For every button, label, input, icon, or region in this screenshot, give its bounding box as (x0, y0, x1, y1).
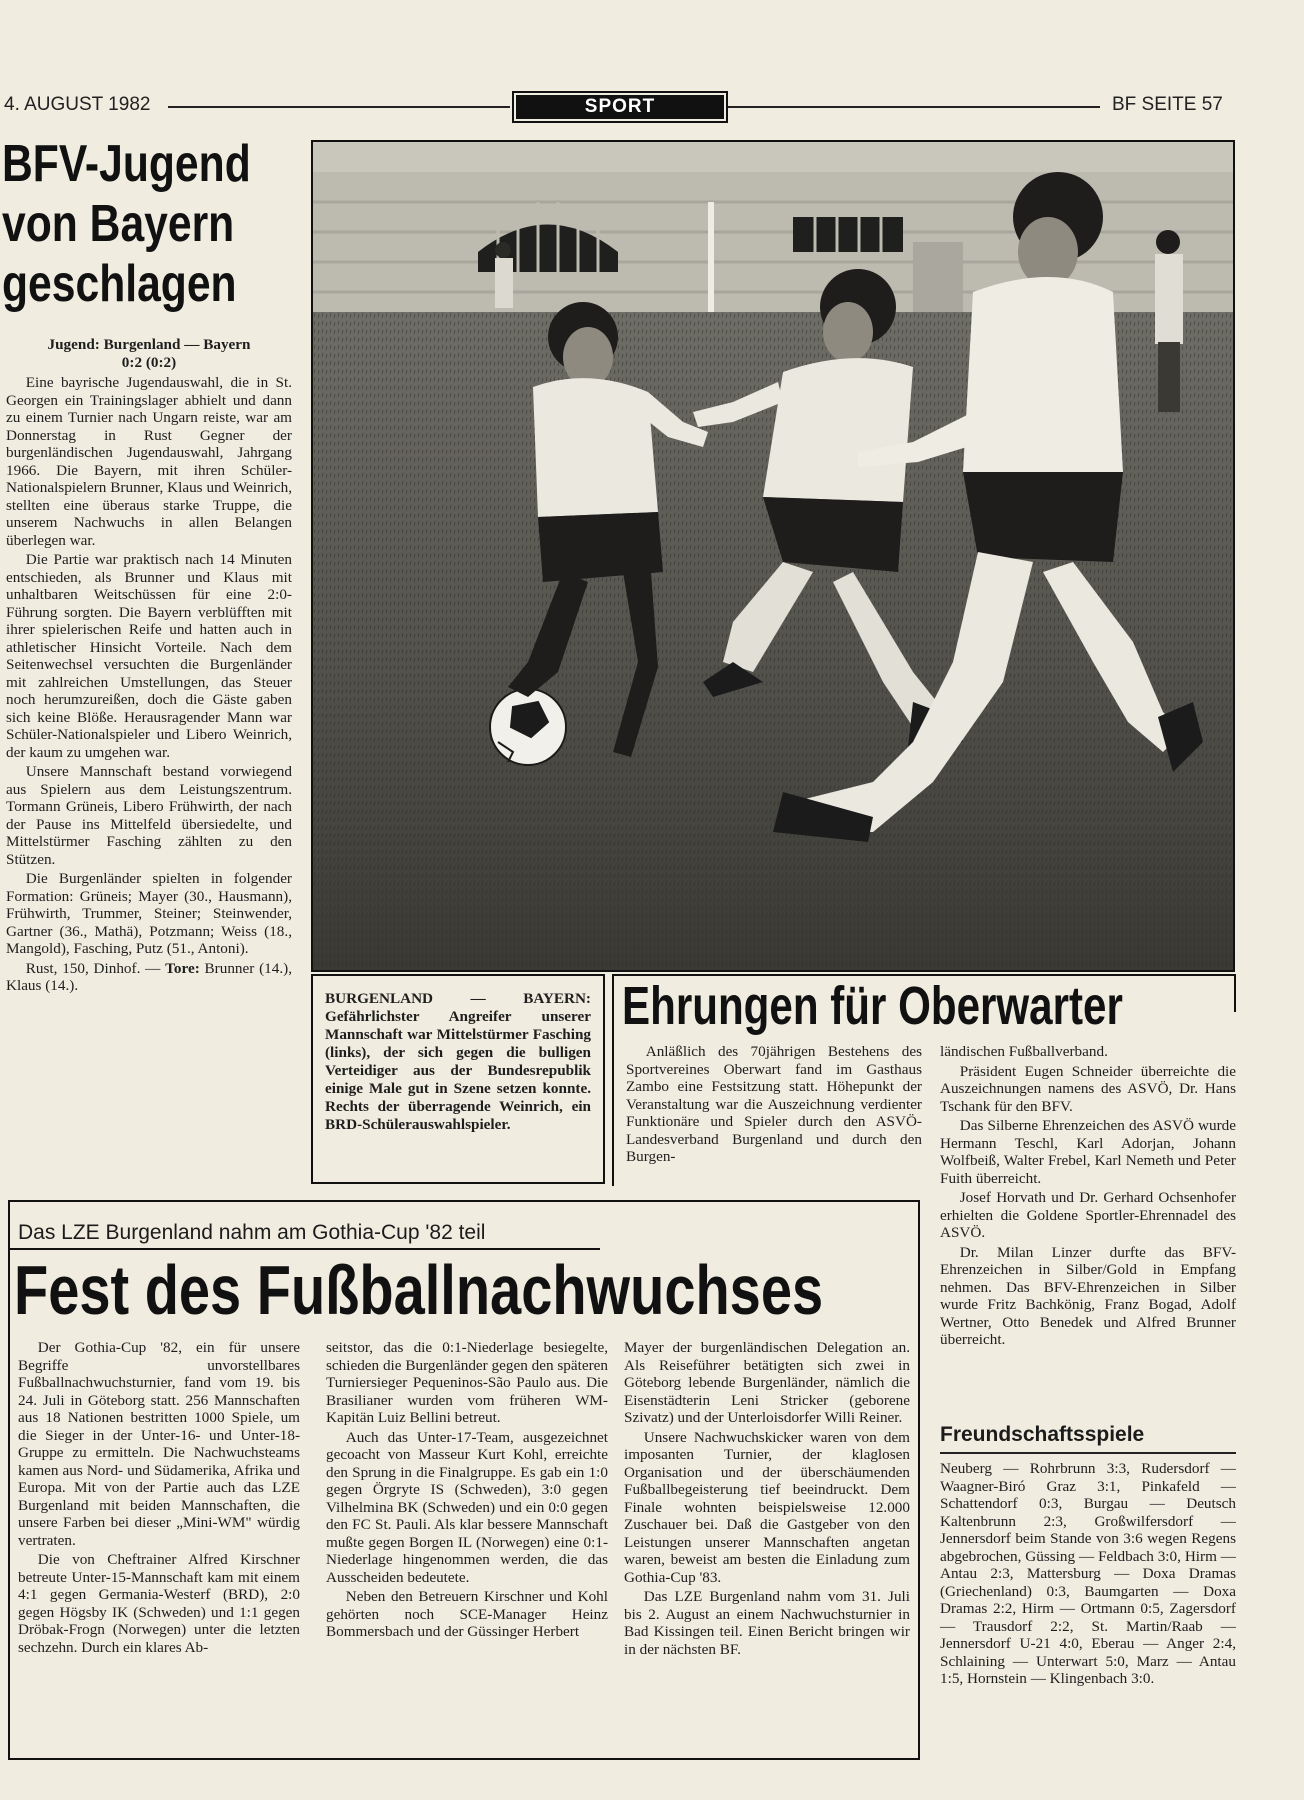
spectator-right (1155, 230, 1183, 412)
photo-caption-lead: BURGENLAND — BAYERN: (325, 990, 591, 1007)
bfv-tore-label: Tore: (165, 959, 200, 977)
gothia-kicker-bar (10, 1218, 600, 1250)
header-rule-right (728, 106, 1100, 108)
gothia-paragraph: Die von Cheftrainer Alfred Kirschner betreute Unter-15-Mannschaft kam mit einem 4:1 gegen Germania-Westerf (BRD), 2:0 gegen Högsby IK (Schweden) und 1:1 gegen Dröbak-Frogn (Norwegen) unter die letzten sechzehn. Durch ein klares Ab- (18, 1551, 300, 1656)
gothia-paragraph: Das LZE Burgenland nahm vom 31. Juli bis 2. August an einem Nachwuchsturnier in Bad Kissingen teil. Einen Bericht bringen wir in der nächsten BF. (624, 1588, 910, 1658)
bfv-headline-line2: von Bayern (2, 195, 235, 253)
header-date: 4. AUGUST 1982 (4, 94, 151, 115)
photo-caption-text: Gefährlichster Angreifer unserer Mannschaft war Mittelstürmer Fasching (links), der sich gegen die bulligen Verteidiger aus der Bundesrepublik einige Male gut in Szene setzen konnte. Rechts der überragende Weinrich, ein BRD-Schülerauswahlspieler. (325, 1008, 591, 1133)
gothia-col1 (18, 1339, 300, 1656)
photo-caption (325, 990, 591, 1134)
ehrungen-paragraph: Josef Horvath und Dr. Gerhard Ochsenhofer erhielten die Goldene Sportler-Ehrennadel des ASVÖ. (940, 1189, 1236, 1241)
bfv-score-line2: 0:2 (0:2) (121, 353, 177, 371)
bfv-paragraph: Die Burgenländer spielten in folgender Formation: Grüneis; Mayer (30., Hausmann), Frühwirth, Trummer, Steiner; Steinwender, Gartner (36., Mathä), Potzmann; Weiss (18., Mangold), Fasching, Putz (51., Antoni). (6, 870, 292, 957)
bfv-headline-line1: BFV-Jugend (2, 135, 251, 193)
gothia-paragraph: Auch das Unter-17-Team, ausgezeichnet gecoacht von Masseur Kurt Kohl, erreichte den Sprung in die Finalgruppe. Es gab ein 1:0 gegen Örgryte IS (Schweden), 3:0 gegen Vilhelmina BK (Schweden) und ein 0:0 gegen den FC St. Pauli. Als klar bessere Mannschaft mußte gegen Borgen IL (Norwegen) eine 0:1-Niederlage hingenommen werden, die das Ausscheiden bedeutete. (326, 1428, 608, 1586)
photo-caption-box (311, 974, 605, 1184)
ehrungen-paragraph: Präsident Eugen Schneider überreichte die Auszeichnungen namens des ASVÖ, Dr. Hans Tschank für den BFV. (940, 1062, 1236, 1115)
gothia-paragraph: Unsere Nachwuchskicker waren von dem imposanten Turnier, der klaglosen Organisation und der überschäumenden Fußballbegeisterung tief beeindruckt. Dem Finale wohnten beispielsweise 12.000 Zuschauer bei. Daß die Gastgeber von den Leistungen unserer Mannschaften angetan waren, beweist am besten die Einladung zum Gothia-Cup '83. (624, 1428, 910, 1586)
ehrungen-paragraph: Das Silberne Ehrenzeichen des ASVÖ wurde Hermann Teschl, Karl Adorjan, Johann Wolfbeiß, Walter Frebel, Karl Nemeth und Peter Fuith überreicht. (940, 1117, 1236, 1187)
freundschaftsspiele-heading: Freundschaftsspiele (940, 1423, 1145, 1446)
ehrungen-col2 (940, 1043, 1236, 1349)
gothia-col3 (624, 1339, 910, 1658)
gothia-paragraph: Der Gothia-Cup '82, ein für unsere Begriffe unvorstellbares Fußballnachwuchsturnier, fand vom 19. bis 24. Juli in Göteborg statt. 256 Mannschaften aus 18 Nationen bestritten 1000 Spiele, um die Sieger in der Unter-16- und Unter-18-Gruppe zu ermitteln. Die Nachwuchsteams kamen aus Nord- und Südamerika, Afrika und Europa. Mit von der Partie auch das LZE Burgenland mit beiden Mannschaften, die unsere Farben bei dieser „Mini-WM" würdig vertraten. (18, 1339, 300, 1549)
spectator-left (495, 242, 513, 308)
bfv-headline-line3: geschlagen (2, 255, 237, 313)
gothia-paragraph: Neben den Betreuern Kirschner und Kohl gehörten noch SCE-Manager Heinz Bommersbach und der Güssinger Herbert (326, 1588, 608, 1640)
ehrungen-col1 (626, 1043, 922, 1166)
gothia-headline: Fest des Fußballnachwuchses (14, 1251, 824, 1329)
freundschaftsspiele-results (940, 1460, 1236, 1688)
header-rule-left (168, 106, 510, 108)
ehrungen-box-left (612, 1010, 614, 1186)
bfv-headline (2, 134, 302, 314)
ehrungen-paragraph: ländischen Fußballverband. (940, 1043, 1108, 1060)
gothia-kicker: Das LZE Burgenland nahm am Gothia-Cup '82 teil (18, 1221, 486, 1244)
bfv-article-body (6, 336, 292, 995)
section-label-box (512, 91, 728, 123)
bfv-paragraph: Die Partie war praktisch nach 14 Minuten entschieden, als Brunner und Klaus mit unhaltbaren Weitschüssen für eine 2:0-Führung sorgten. Die Bayern verblüfften mit ihrer spielerischen Reife und hatten auch in athletischer Hinsicht Vorteile. Nach dem Seitenwechsel versuchten die Burgenländer mit zahlreichen Umstellungen, das Steuer noch herumzureißen, doch die Gäste gaben sich keine Blöße. Herausragender Mann war Schüler-Nationalspieler und Libero Weinrich, der kaum zu umgehen war. (6, 551, 292, 761)
bfv-tore-list: Brunner (14.), Klaus (14.). (6, 959, 292, 994)
gothia-paragraph: Mayer der burgenländischen Delegation an. Als Reiseführer betätigten sich zwei in Göteborg lebende Burgenländer, nämlich die Eisenstädterin Leni Stricker (geborene Szivatz) und der Unterloisdorfer Willi Reiner. (624, 1339, 910, 1426)
bfv-paragraph: Unsere Mannschaft bestand vorwiegend aus Spielern aus dem Leistungszentrum. Tormann Grüneis, Libero Frühwirth, der nach der Pause ins Mittelfeld übersiedelte, und Mittelstürmer Fasching zählten zu den Stützen. (6, 763, 292, 868)
ehrungen-paragraph: Dr. Milan Linzer durfte das BFV-Ehrenzeichen in Silber/Gold in Empfang nehmen. Das BFV-Ehrenzeichen in Silber wurde Fritz Bachkönig, Franz Bogad, Adolf Wertner, Otto Benedek und Alfred Brunner überreicht. (940, 1243, 1236, 1348)
ehrungen-headline: Ehrungen für Oberwarter (622, 976, 1123, 1036)
gothia-paragraph: seitstor, das die 0:1-Niederlage besiegelte, schieden die Burgenländer gegen den späteren Turniersieger Pequeninos-São Paulo aus. Die Brasilianer wurden vom früheren WM-Kapitän Luiz Bellini betreut. (326, 1339, 608, 1426)
page-header (0, 90, 1304, 124)
header-page-number: BF SEITE 57 (1112, 94, 1223, 115)
bfv-result-prefix: Rust, 150, Dinhof. — (25, 959, 161, 977)
bfv-paragraph: Eine bayrische Jugendauswahl, die in St. Georgen ein Trainingslager abhielt und dann zu einem Turnier nach Ungarn reiste, war am Donnerstag in Rust Gegner der burgenländischen Jugendauswahl, Jahrgang 1966. Die Bayern, mit ihren Schüler-Nationalspielern Brunner, Klaus und Weinrich, stellten eine überaus starke Truppe, die unserem Nachwuchs in allen Belangen überlegen war. (6, 374, 292, 549)
section-label: SPORT (584, 96, 656, 117)
football-scene-illustration (313, 142, 1233, 970)
bfv-score-line1: Jugend: Burgenland — Bayern (47, 336, 251, 353)
freundschaftsspiele-rule (940, 1452, 1236, 1454)
gothia-col2 (326, 1339, 608, 1641)
bfv-result-paragraph (6, 960, 292, 995)
match-photo (311, 140, 1235, 972)
friendly-results-text: Neuberg — Rohrbrunn 3:3, Rudersdorf — Waagner-Biró Graz 3:1, Pinkafeld — Schattendorf 0:3, Burgau — Deutsch Kaltenbrunn 2:3, Großwilfersdorf — Jennersdorf beim Stande von 3:6 wegen Regens abgebrochen, Güssing — Feldbach 3:0, Hirm — Antau 2:3, Mattersburg — Doxa Dramas (Griechenland) 0:3, Baumgarten — Doxa Dramas 2:2, Hirm — Ortmann 0:5, Zagersdorf — Trausdorf 2:2, St. Martin/Raab — Jennersdorf U-21 4:0, Eberau — Anger 2:4, Schlaining — Unterwart 5:0, Marz — Antau 1:5, Hornstein — Klingenbach 3:0. (940, 1460, 1236, 1687)
ehrungen-paragraph: Anläßlich des 70jährigen Bestehens des Sportvereines Oberwart fand im Gasthaus Zambo eine Festsitzung statt. Höhepunkt der Veranstaltung war die Auszeichnung verdienter Funktionäre und Spieler durch den ASVÖ-Landesverband Burgenland und durch den Burgen- (626, 1043, 922, 1165)
